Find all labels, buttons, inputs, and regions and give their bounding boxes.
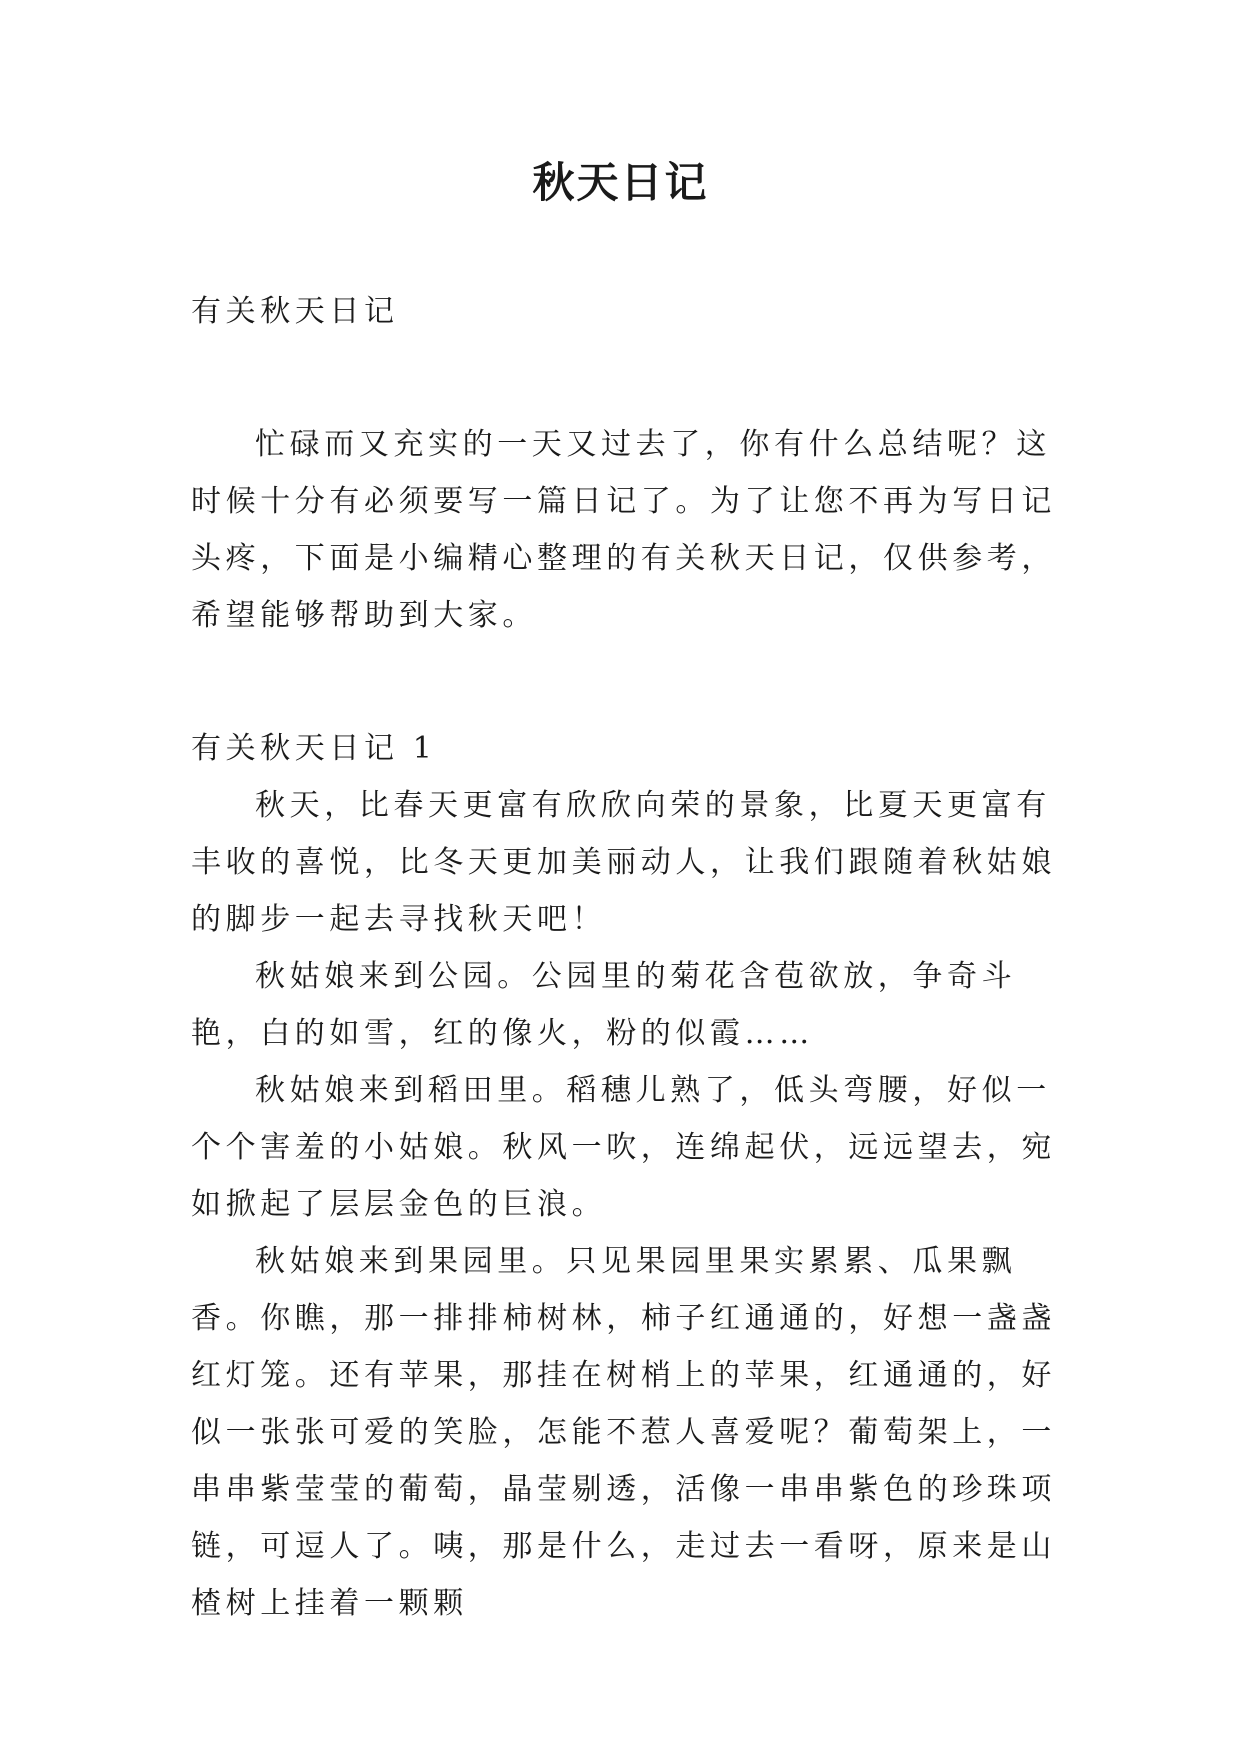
section-heading: 有关秋天日记 1 xyxy=(191,731,437,766)
document-subtitle: 有关秋天日记 xyxy=(191,294,399,329)
document-body xyxy=(191,283,1071,1632)
body-paragraph-2: 秋姑娘来到公园。公园里的菊花含苞欲放，争奇斗艳，白的如雪，红的像火，粉的似霞…… xyxy=(191,959,1017,1051)
body-paragraph-3: 秋姑娘来到稻田里。稻穗儿熟了，低头弯腰，好似一个个害羞的小姑娘。秋风一吹，连绵起伏，远远望去，宛如掀起了层层金色的巨浪。 xyxy=(191,1073,1056,1222)
intro-paragraph: 忙碌而又充实的一天又过去了，你有什么总结呢？这时候十分有必须要写一篇日记了。为了让您不再为写日记头疼，下面是小编精心整理的有关秋天日记，仅供参考，希望能够帮助到大家。 xyxy=(191,427,1056,633)
document-title: 秋天日记 xyxy=(532,158,709,207)
body-paragraph-1: 秋天，比春天更富有欣欣向荣的景象，比夏天更富有丰收的喜悦，比冬天更加美丽动人，让我们跟随着秋姑娘的脚步一起去寻找秋天吧！ xyxy=(191,788,1056,937)
body-paragraph-4: 秋姑娘来到果园里。只见果园里果实累累、瓜果飘香。你瞧，那一排排柿树林，柿子红通通的，好想一盏盏红灯笼。还有苹果，那挂在树梢上的苹果，红通通的，好似一张张可爱的笑脸，怎能不惹人喜爱呢？葡萄架上，一串串紫莹莹的葡萄，晶莹剔透，活像一串串紫色的珍珠项链，可逗人了。咦，那是什么，走过去一看呀，原来是山楂树上挂着一颗颗 xyxy=(191,1244,1056,1621)
